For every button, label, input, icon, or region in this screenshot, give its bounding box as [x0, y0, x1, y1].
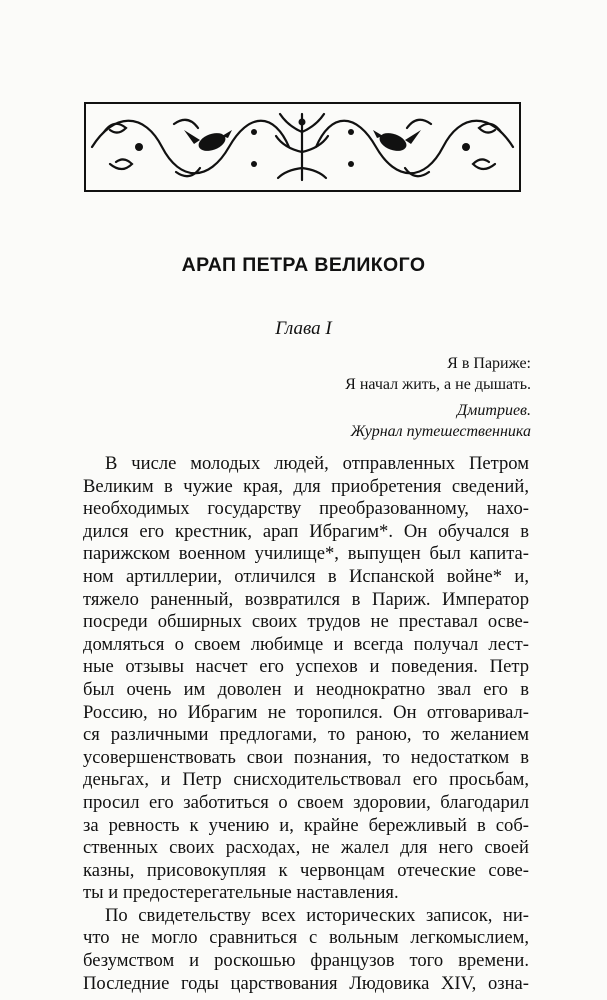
- page-title: АРАП ПЕТРА ВЕЛИКОГО: [181, 254, 426, 276]
- text-line: посреди обширных своих трудов не преставал осве-: [83, 611, 529, 633]
- text-line: В числе молодых людей, отправленных Петром: [105, 453, 529, 474]
- text-line: Россию, но Ибрагим не торопился. Он отговаривал-: [83, 701, 529, 723]
- text-line: дился его крестник, арап Ибрагим*. Он обучался в: [83, 520, 529, 542]
- text-line: деньгах, и Петр снисходительствовал его просьбам,: [83, 769, 529, 791]
- text-line: домляться о своем любимце и всегда получал лест-: [83, 633, 529, 655]
- epigraph-source: Журнал путешественника: [350, 423, 531, 440]
- text-line: казны, присовокупляя к червонцам отеческие сове-: [83, 859, 529, 881]
- text-line: ном артиллерии, отличился в Испанской войне* и,: [83, 565, 529, 587]
- text-line: просил его заботиться о своем здоровии, благодарил: [83, 791, 529, 813]
- text-line: Великим в чужие края, для приобретения сведений,: [83, 475, 529, 497]
- text-line: что не могло сравниться с вольным легкомыслием,: [83, 927, 529, 949]
- text-line: тяжело раненный, возвратился в Париж. Император: [83, 588, 529, 610]
- text-line: ные отзывы насчет его успехов и поведения. Петр: [83, 656, 529, 678]
- epigraph: [345, 353, 531, 442]
- text-line: ты и предостерегательные наставления.: [83, 882, 399, 904]
- text-line: По свидетельству всех исторических записок, ни-: [105, 904, 529, 926]
- text-line: ся различными предлогами, то раною, то желанием: [83, 724, 529, 746]
- epigraph-author: Дмитриев.: [457, 402, 531, 419]
- text-line: усовершенствовать свои познания, то недостатком в: [83, 746, 529, 768]
- ornament-header-icon: [84, 102, 521, 192]
- text-line: необходимых государству преобразованному, нахо-: [83, 498, 529, 520]
- text-line: безумством и роскошью французов того времени.: [83, 950, 529, 972]
- body-text: [83, 453, 529, 995]
- chapter-heading: Глава I: [275, 318, 332, 339]
- text-line: был очень им доволен и неоднократно звал его в: [83, 678, 529, 700]
- text-line: за ревность к учению и, крайне бережливый в соб-: [83, 814, 529, 836]
- text-line: ственных своих расходах, не жалел для него своей: [83, 837, 529, 859]
- text-line: парижском военном училище*, выпущен был капита-: [83, 543, 529, 565]
- text-line: Последние годы царствования Людовика XIV, озна-: [83, 972, 529, 994]
- epigraph-line: Я в Париже:: [447, 355, 531, 372]
- epigraph-line: Я начал жить, а не дышать.: [345, 376, 531, 393]
